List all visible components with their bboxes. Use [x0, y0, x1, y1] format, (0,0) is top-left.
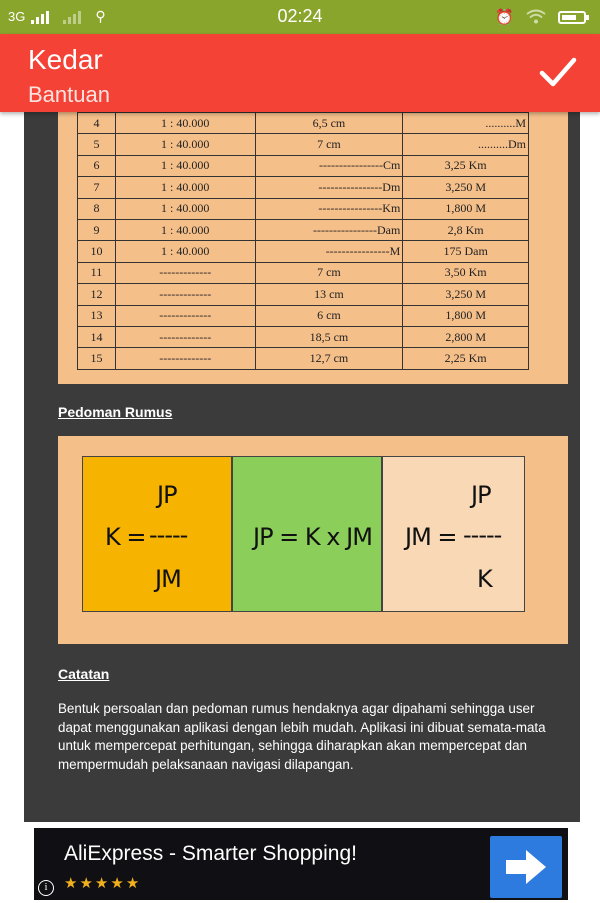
formula-jm-fraction-bar: -----	[463, 521, 502, 549]
arrow-right-icon	[490, 836, 562, 898]
table-cell: ----------------M	[255, 241, 403, 262]
table-cell: 2,8 Km	[403, 219, 529, 240]
table-cell: 12	[78, 284, 116, 305]
status-time: 02:24	[277, 6, 323, 26]
table-row	[78, 177, 529, 198]
table-cell: 8	[78, 198, 116, 219]
status-bar	[0, 0, 600, 34]
star-half-icon: ★	[125, 875, 142, 892]
table-cell: 3,50 Km	[403, 262, 529, 283]
table-row	[78, 113, 529, 134]
table-cell: 14	[78, 326, 116, 347]
example-table-panel	[58, 112, 568, 384]
table-cell: 1 : 40.000	[115, 219, 255, 240]
table-row	[78, 219, 529, 240]
example-table	[77, 112, 529, 370]
formula-jm-box	[382, 456, 525, 612]
formula-jm-denominator: K	[477, 565, 492, 593]
table-cell: 10	[78, 241, 116, 262]
table-cell: 13 cm	[255, 284, 403, 305]
help-content[interactable]	[24, 112, 580, 822]
table-cell: 2,25 Km	[403, 348, 529, 369]
formula-jm-label: JM =	[405, 523, 457, 551]
table-cell: 7	[78, 177, 116, 198]
table-cell: 13	[78, 305, 116, 326]
wifi-icon	[526, 10, 546, 24]
table-cell: -------------	[115, 305, 255, 326]
table-cell: 1 : 40.000	[115, 177, 255, 198]
table-cell: ..........M	[403, 113, 529, 134]
table-cell: 5	[78, 134, 116, 155]
table-cell: 18,5 cm	[255, 326, 403, 347]
table-cell: 2,800 M	[403, 326, 529, 347]
table-cell: 175 Dam	[403, 241, 529, 262]
ad-banner[interactable]	[34, 828, 568, 900]
table-cell: 1 : 40.000	[115, 241, 255, 262]
table-cell: 1 : 40.000	[115, 198, 255, 219]
table-row	[78, 305, 529, 326]
star-icon: ★	[94, 875, 111, 892]
table-cell: 7 cm	[255, 262, 403, 283]
star-icon: ★	[110, 875, 126, 892]
alarm-icon: ⏰	[495, 9, 514, 26]
table-cell: 6	[78, 155, 116, 176]
table-row	[78, 241, 529, 262]
table-row	[78, 198, 529, 219]
status-right	[495, 8, 586, 26]
table-cell: ----------------Cm	[255, 155, 403, 176]
table-cell: 6 cm	[255, 305, 403, 326]
table-row	[78, 155, 529, 176]
table-cell: 6,5 cm	[255, 113, 403, 134]
pedoman-rumus-heading: Pedoman Rumus	[58, 404, 173, 420]
table-cell: ----------------Dm	[255, 177, 403, 198]
app-bar	[0, 34, 600, 112]
catatan-heading: Catatan	[58, 666, 110, 682]
table-row	[78, 348, 529, 369]
table-cell: -------------	[115, 326, 255, 347]
formula-k-denominator: JM	[155, 565, 181, 593]
table-cell: 1 : 40.000	[115, 113, 255, 134]
table-cell: 11	[78, 262, 116, 283]
app-title: Kedar	[28, 44, 103, 75]
check-icon[interactable]	[538, 54, 578, 90]
table-cell: 9	[78, 219, 116, 240]
table-cell: 3,25 Km	[403, 155, 529, 176]
ad-title[interactable]: AliExpress - Smarter Shopping!	[64, 842, 357, 865]
table-cell: -------------	[115, 262, 255, 283]
catatan-text: Bentuk persoalan dan pedoman rumus hendaknya agar dipahami sehingga user dapat menggunakan aplikasi dengan lebih mudah. Aplikasi ini dibuat semata-mata untuk mempercepat perhitungan, sehingga diharapkan akan mempercepat dan mempermudah pelaksanaan navigasi dilapangan.	[58, 701, 546, 772]
table-cell: 7 cm	[255, 134, 403, 155]
ad-open-button[interactable]	[490, 836, 562, 898]
formula-k-fraction-bar: -----	[149, 521, 188, 549]
table-cell: 3,250 M	[403, 177, 529, 198]
table-cell: 3,250 M	[403, 284, 529, 305]
table-row	[78, 284, 529, 305]
table-cell: ----------------Km	[255, 198, 403, 219]
table-cell: 4	[78, 113, 116, 134]
table-cell: ----------------Dam	[255, 219, 403, 240]
usb-icon: ⚲	[95, 8, 106, 24]
app-subtitle: Bantuan	[28, 82, 110, 107]
ad-rating-stars	[64, 874, 142, 892]
formula-k-box	[82, 456, 232, 612]
formula-panel	[58, 436, 568, 644]
table-cell: 15	[78, 348, 116, 369]
example-table-body	[78, 113, 529, 370]
star-icon: ★	[64, 875, 80, 892]
battery-icon	[558, 11, 586, 24]
table-cell: 1,800 M	[403, 198, 529, 219]
table-row	[78, 326, 529, 347]
table-row	[78, 262, 529, 283]
ad-info-icon[interactable]: i	[38, 880, 54, 896]
table-cell: -------------	[115, 284, 255, 305]
formula-k-label: K =	[105, 523, 146, 551]
formula-jm-numerator: JP	[471, 481, 491, 509]
table-cell: 1,800 M	[403, 305, 529, 326]
table-row	[78, 134, 529, 155]
table-cell: 1 : 40.000	[115, 134, 255, 155]
table-cell: ..........Dm	[403, 134, 529, 155]
table-cell: -------------	[115, 348, 255, 369]
formula-jp-box	[232, 456, 382, 612]
table-cell: 12,7 cm	[255, 348, 403, 369]
formula-k-numerator: JP	[157, 481, 177, 509]
table-cell: 1 : 40.000	[115, 155, 255, 176]
network-type: 3G	[8, 9, 26, 24]
star-icon: ★	[79, 875, 95, 892]
formula-jp-text: JP = K x JM	[253, 523, 372, 551]
